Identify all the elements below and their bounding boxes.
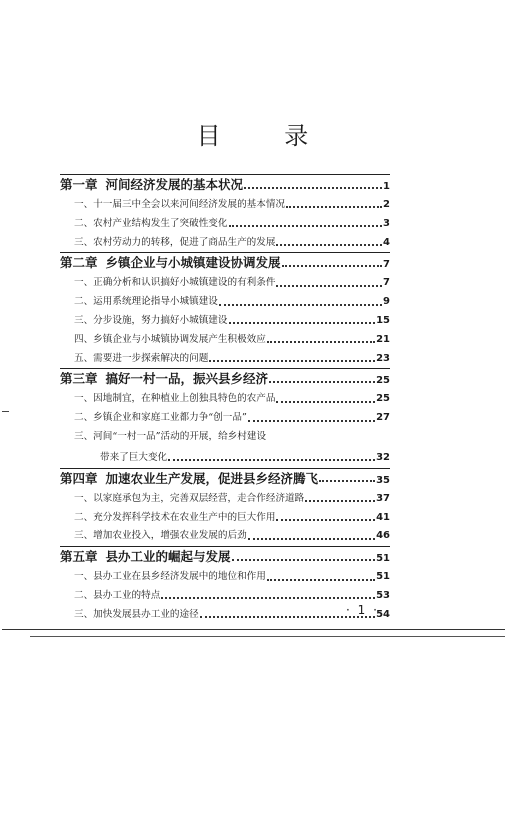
page-title: 目 录 xyxy=(196,122,337,150)
entry-title: 二、乡镇企业和家庭工业都力争“创一品” xyxy=(74,412,247,424)
entry-page-number: 53 xyxy=(376,589,390,601)
dot-leader xyxy=(276,519,375,521)
toc-chapter-entry[interactable] xyxy=(60,253,390,274)
dot-leader xyxy=(276,285,382,287)
toc-section-entry[interactable] xyxy=(60,509,390,528)
toc-chapter-entry[interactable] xyxy=(60,547,390,568)
dot-leader xyxy=(232,559,376,561)
entry-page-number: 32 xyxy=(376,451,390,463)
entry-page-number: 25 xyxy=(376,393,390,405)
chapter-number: 第五章 xyxy=(60,549,98,565)
dot-leader xyxy=(305,500,375,502)
toc-section-entry[interactable] xyxy=(60,449,390,468)
entry-title: 三、增加农业投入，增强农业发展的后劲 xyxy=(74,530,247,542)
entry-title: 四、乡镇企业与小城镇协调发展产生积极效应 xyxy=(74,333,266,345)
entry-title: 乡镇企业与小城镇建设协调发展 xyxy=(105,255,281,271)
entry-title: 三、农村劳动力的转移，促进了商品生产的发展 xyxy=(74,236,276,248)
chapter-number: 第二章 xyxy=(60,255,98,271)
entry-title: 二、充分发挥科学技术在农业生产中的巨大作用 xyxy=(74,511,276,523)
entry-page-number: 1 xyxy=(383,181,390,192)
toc-chapter-entry[interactable] xyxy=(60,369,390,390)
entry-page-number: 27 xyxy=(376,412,390,424)
entry-title: 河间经济发展的基本状况 xyxy=(105,177,244,192)
dot-leader xyxy=(209,360,375,362)
entry-page-number: 7 xyxy=(383,277,390,289)
dot-leader xyxy=(286,206,382,208)
entry-page-number: 7 xyxy=(383,259,390,271)
toc-section-entry[interactable] xyxy=(60,390,390,409)
entry-title: 县办工业的崛起与发展 xyxy=(105,549,231,565)
entry-page-number: 51 xyxy=(376,571,390,583)
entry-page-number: 25 xyxy=(376,375,390,387)
entry-title: 一、以家庭承包为主，完善双层经营，走合作经济道路 xyxy=(74,492,305,504)
toc-section-entry[interactable] xyxy=(60,587,390,606)
chapter-number: 第四章 xyxy=(60,470,98,486)
entry-title: 二、农村产业结构发生了突破性变化 xyxy=(74,217,228,229)
toc-section-entry[interactable] xyxy=(60,490,390,509)
chapter-number: 第一章 xyxy=(60,177,98,192)
scan-mark xyxy=(2,411,9,412)
entry-page-number: 3 xyxy=(383,217,390,229)
entry-page-number: 4 xyxy=(383,236,390,248)
toc-section-entry[interactable] xyxy=(60,196,390,215)
toc-section-entry[interactable] xyxy=(60,274,390,293)
entry-title: 搞好一村一品，振兴县乡经济 xyxy=(105,371,269,387)
toc-chapter-entry[interactable] xyxy=(60,175,390,196)
dot-leader xyxy=(267,341,375,343)
table-of-contents xyxy=(60,174,390,625)
entry-page-number: 2 xyxy=(383,199,390,210)
dot-leader xyxy=(229,322,376,324)
toc-section-entry[interactable] xyxy=(60,234,390,253)
toc-section-entry[interactable] xyxy=(60,215,390,234)
dot-leader xyxy=(282,265,383,267)
entry-page-number: 15 xyxy=(376,314,390,326)
entry-title: 三、分步设施，努力搞好小城镇建设 xyxy=(74,314,228,326)
entry-title: 二、运用系统理论指导小城镇建设 xyxy=(74,296,218,308)
dot-leader xyxy=(276,401,375,403)
entry-title: 带来了巨大变化 xyxy=(100,451,168,463)
entry-title: 一、因地制宜，在种植业上创独具特色的农产品 xyxy=(74,393,276,405)
entry-title: 加速农业生产发展，促进县乡经济腾飞 xyxy=(105,470,319,486)
toc-section-entry[interactable] xyxy=(60,428,390,449)
dot-leader xyxy=(269,381,375,383)
toc-section-entry[interactable] xyxy=(60,606,390,625)
entry-page-number: 54 xyxy=(376,608,390,620)
chapter-number: 第三章 xyxy=(60,371,98,387)
entry-title: 三、河间“一村一品”活动的开展，给乡村建设 xyxy=(74,430,267,442)
entry-page-number: 21 xyxy=(376,333,390,345)
dot-leader xyxy=(229,225,383,227)
toc-chapter-entry[interactable] xyxy=(60,469,390,490)
entry-title: 一、县办工业在县乡经济发展中的地位和作用 xyxy=(74,571,266,583)
dot-leader xyxy=(244,187,382,189)
entry-title: 一、正确分析和认识搞好小城镇建设的有利条件 xyxy=(74,277,276,289)
dot-leader xyxy=(248,420,375,422)
entry-title: 一、十一届三中全会以来河间经济发展的基本情况 xyxy=(74,199,286,210)
toc-section-entry[interactable] xyxy=(60,527,390,546)
toc-section-entry[interactable] xyxy=(60,350,390,369)
entry-title: 三、加快发展县办工业的途径 xyxy=(74,608,199,620)
entry-title: 二、县办工业的特点 xyxy=(74,589,161,601)
bottom-rule-lower xyxy=(30,636,505,637)
toc-section-entry[interactable] xyxy=(60,568,390,587)
entry-page-number: 37 xyxy=(376,492,390,504)
dot-leader xyxy=(168,459,375,461)
page-number: · 1 · xyxy=(346,603,379,617)
dot-leader xyxy=(219,304,382,306)
dot-leader xyxy=(267,579,375,581)
bottom-rule-upper xyxy=(2,629,505,630)
entry-title: 五、需要进一步探索解决的问题 xyxy=(74,352,209,364)
toc-section-entry[interactable] xyxy=(60,293,390,312)
dot-leader xyxy=(319,480,375,482)
dot-leader xyxy=(161,597,375,599)
dot-leader xyxy=(248,538,375,540)
toc-section-entry[interactable] xyxy=(60,331,390,350)
entry-page-number: 46 xyxy=(376,530,390,542)
dot-leader xyxy=(276,244,382,246)
entry-page-number: 51 xyxy=(376,553,390,565)
entry-page-number: 9 xyxy=(383,296,390,308)
entry-page-number: 35 xyxy=(376,474,390,486)
entry-page-number: 23 xyxy=(376,352,390,364)
toc-section-entry[interactable] xyxy=(60,312,390,331)
toc-section-entry[interactable] xyxy=(60,409,390,428)
entry-page-number: 41 xyxy=(376,511,390,523)
